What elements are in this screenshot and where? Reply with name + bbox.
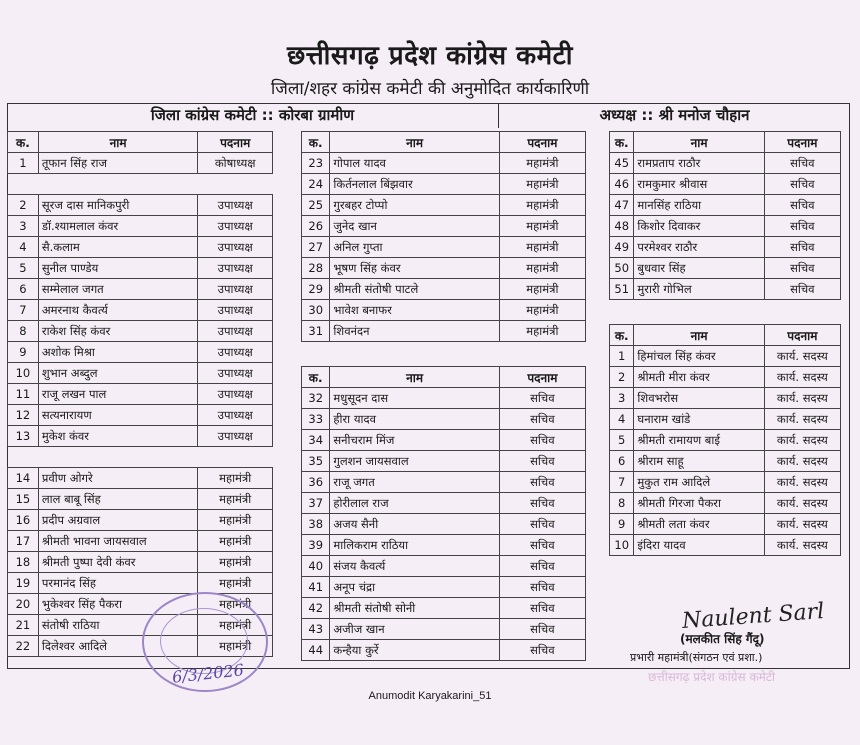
serial-cell: 11 (8, 384, 39, 405)
table-header-row (610, 325, 841, 346)
serial-cell: 15 (8, 489, 39, 510)
table-row (302, 514, 586, 535)
post-cell: उपाध्यक्ष (198, 426, 273, 447)
serial-cell: 51 (610, 279, 634, 300)
serial-cell: 36 (302, 472, 330, 493)
post-cell: सचिव (499, 535, 585, 556)
column-header-post: पदनाम (764, 132, 840, 153)
serial-cell: 7 (8, 300, 39, 321)
table-row (302, 535, 586, 556)
name-cell: राजू जगत (330, 472, 499, 493)
spacer-row (8, 447, 273, 468)
name-cell: किर्तनलाल बिंझवार (330, 174, 499, 195)
name-cell: रामप्रताप राठौर (634, 153, 764, 174)
serial-cell: 32 (302, 388, 330, 409)
table-header-row (8, 132, 273, 153)
table-row (610, 409, 841, 430)
table-row (302, 153, 586, 174)
name-cell: शिवभरोस (634, 388, 764, 409)
name-cell: श्रीमती संतोषी पाटले (330, 279, 499, 300)
serial-cell: 25 (302, 195, 330, 216)
president-header: अध्यक्ष :: श्री मनोज चौहान (599, 106, 750, 124)
serial-cell: 38 (302, 514, 330, 535)
post-cell: सचिव (499, 577, 585, 598)
serial-cell: 8 (8, 321, 39, 342)
name-cell: इंदिरा यादव (634, 535, 764, 556)
name-cell: राजू लखन पाल (38, 384, 198, 405)
serial-cell: 50 (610, 258, 634, 279)
spacer-cell (8, 447, 273, 468)
post-cell: महामंत्री (198, 615, 273, 636)
name-cell: श्रीमती मीरा कंवर (634, 367, 764, 388)
name-cell: घनाराम खांडे (634, 409, 764, 430)
post-cell: सचिव (764, 279, 840, 300)
table-row (8, 573, 273, 594)
post-cell: महामंत्री (198, 573, 273, 594)
post-cell: महामंत्री (198, 552, 273, 573)
name-cell: मुकुत राम आदिले (634, 472, 764, 493)
name-cell: मधुसूदन दास (330, 388, 499, 409)
post-cell: सचिव (499, 388, 585, 409)
faint-seal-text: छत्तीसगढ़ प्रदेश कांग्रेस कमेटी (648, 670, 775, 684)
name-cell: लाल बाबू सिंह (38, 489, 198, 510)
post-cell: सचिव (764, 195, 840, 216)
table-executive-members (609, 324, 841, 556)
name-cell: मुरारी गोभिल (634, 279, 764, 300)
table-row (610, 493, 841, 514)
column-header-name: नाम (330, 132, 499, 153)
table-row (610, 237, 841, 258)
name-cell: श्रीमती गिरजा पैकरा (634, 493, 764, 514)
serial-cell: 27 (302, 237, 330, 258)
serial-cell: 4 (8, 237, 39, 258)
name-cell: अनूप चंद्रा (330, 577, 499, 598)
serial-cell: 6 (610, 451, 634, 472)
post-cell: सचिव (499, 451, 585, 472)
name-cell: प्रदीप अग्रवाल (38, 510, 198, 531)
post-cell: महामंत्री (198, 594, 273, 615)
name-cell: किशोर दिवाकर (634, 216, 764, 237)
serial-cell: 34 (302, 430, 330, 451)
column-header-no: क. (302, 367, 330, 388)
post-cell: कार्य. सदस्य (764, 346, 840, 367)
post-cell: सचिव (764, 258, 840, 279)
serial-cell: 5 (610, 430, 634, 451)
table-header-row (302, 132, 586, 153)
table-row (302, 388, 586, 409)
district-header: जिला कांग्रेस कमेटी :: कोरबा ग्रामीण (7, 103, 499, 128)
name-cell: परमेश्वर राठौर (634, 237, 764, 258)
table-row (8, 426, 273, 447)
name-cell: श्रीमती रामायण बाई (634, 430, 764, 451)
serial-cell: 2 (8, 195, 39, 216)
post-cell: कार्य. सदस्य (764, 451, 840, 472)
serial-cell: 35 (302, 451, 330, 472)
serial-cell: 10 (8, 363, 39, 384)
table-row (610, 514, 841, 535)
serial-cell: 4 (610, 409, 634, 430)
table-row (8, 405, 273, 426)
column-header-name: नाम (330, 367, 499, 388)
column-header-post: पदनाम (198, 132, 273, 153)
name-cell: सनीचराम मिंज (330, 430, 499, 451)
name-cell: श्रीमती भावना जायसवाल (38, 531, 198, 552)
serial-cell: 19 (8, 573, 39, 594)
post-cell: कार्य. सदस्य (764, 409, 840, 430)
serial-cell: 10 (610, 535, 634, 556)
table-row (302, 598, 586, 619)
serial-cell: 20 (8, 594, 39, 615)
serial-cell: 41 (302, 577, 330, 598)
post-cell: उपाध्यक्ष (198, 321, 273, 342)
post-cell: सचिव (764, 153, 840, 174)
post-cell: कार्य. सदस्य (764, 472, 840, 493)
post-cell: उपाध्यक्ष (198, 237, 273, 258)
name-cell: जुनेद खान (330, 216, 499, 237)
serial-cell: 43 (302, 619, 330, 640)
table-row (8, 258, 273, 279)
table-row (8, 531, 273, 552)
column-header-no: क. (302, 132, 330, 153)
post-cell: महामंत्री (499, 195, 585, 216)
post-cell: कार्य. सदस्य (764, 430, 840, 451)
table-row (8, 237, 273, 258)
name-cell: अजीज खान (330, 619, 499, 640)
serial-cell: 22 (8, 636, 39, 657)
post-cell: महामंत्री (499, 258, 585, 279)
post-cell: सचिव (499, 493, 585, 514)
name-cell: रामकुमार श्रीवास (634, 174, 764, 195)
table-row (8, 195, 273, 216)
name-cell: संजय कैवर्त्य (330, 556, 499, 577)
name-cell: अशोक मिश्रा (38, 342, 198, 363)
document-title: छत्तीसगढ़ प्रदेश कांग्रेस कमेटी (286, 41, 573, 71)
serial-cell: 2 (610, 367, 634, 388)
name-cell: सै.कलाम (38, 237, 198, 258)
table-row (8, 321, 273, 342)
post-cell: सचिव (764, 237, 840, 258)
post-cell: उपाध्यक्ष (198, 216, 273, 237)
name-cell: श्रीराम साहू (634, 451, 764, 472)
table-row (8, 363, 273, 384)
name-cell: राकेश सिंह कंवर (38, 321, 198, 342)
name-cell: परमानंद सिंह (38, 573, 198, 594)
serial-cell: 30 (302, 300, 330, 321)
post-cell: सचिव (764, 216, 840, 237)
signatory-name: (मलकीत सिंह गैंदू) (680, 632, 765, 646)
table-row (610, 153, 841, 174)
serial-cell: 23 (302, 153, 330, 174)
serial-cell: 26 (302, 216, 330, 237)
name-cell: सूरज दास मानिकपुरी (38, 195, 198, 216)
table-row (302, 430, 586, 451)
post-cell: कार्य. सदस्य (764, 514, 840, 535)
name-cell: प्रवीण ओगरे (38, 468, 198, 489)
post-cell: सचिव (499, 472, 585, 493)
table-row (610, 279, 841, 300)
name-cell: शुभान अब्दुल (38, 363, 198, 384)
serial-cell: 37 (302, 493, 330, 514)
post-cell: उपाध्यक्ष (198, 342, 273, 363)
serial-cell: 14 (8, 468, 39, 489)
serial-cell: 1 (610, 346, 634, 367)
serial-cell: 31 (302, 321, 330, 342)
table-row (8, 153, 273, 174)
post-cell: उपाध्यक्ष (198, 363, 273, 384)
table-row (302, 556, 586, 577)
post-cell: सचिव (499, 556, 585, 577)
post-cell: महामंत्री (198, 489, 273, 510)
post-cell: सचिव (499, 619, 585, 640)
name-cell: मानसिंह राठिया (634, 195, 764, 216)
name-cell: शिवनंदन (330, 321, 499, 342)
post-cell: महामंत्री (198, 468, 273, 489)
table-row (302, 472, 586, 493)
post-cell: कार्य. सदस्य (764, 535, 840, 556)
post-cell: महामंत्री (198, 636, 273, 657)
name-cell: मालिकराम राठिया (330, 535, 499, 556)
serial-cell: 18 (8, 552, 39, 573)
serial-cell: 28 (302, 258, 330, 279)
table-general-secretaries (301, 131, 586, 342)
name-cell: मुकेश कंवर (38, 426, 198, 447)
table-row (8, 552, 273, 573)
name-cell: अमरनाथ कैवर्त्य (38, 300, 198, 321)
spacer-row (8, 174, 273, 195)
column-header-name: नाम (38, 132, 198, 153)
name-cell: गोपाल यादव (330, 153, 499, 174)
post-cell: सचिव (499, 514, 585, 535)
column-header-name: नाम (634, 132, 764, 153)
post-cell: उपाध्यक्ष (198, 300, 273, 321)
table-row (8, 468, 273, 489)
serial-cell: 8 (610, 493, 634, 514)
post-cell: उपाध्यक्ष (198, 195, 273, 216)
post-cell: महामंत्री (499, 279, 585, 300)
table-row (8, 384, 273, 405)
column-header-post: पदनाम (764, 325, 840, 346)
table-row (8, 489, 273, 510)
name-cell: भूषण सिंह कंवर (330, 258, 499, 279)
table-row (8, 216, 273, 237)
table-row (610, 430, 841, 451)
serial-cell: 6 (8, 279, 39, 300)
serial-cell: 47 (610, 195, 634, 216)
serial-cell: 46 (610, 174, 634, 195)
table-row (302, 640, 586, 661)
column-header-post: पदनाम (499, 132, 585, 153)
table-row (610, 367, 841, 388)
name-cell: डॉ.श्यामलाल कंवर (38, 216, 198, 237)
name-cell: श्रीमती पुष्पा देवी कंवर (38, 552, 198, 573)
table-office-bearers-1 (7, 131, 273, 657)
table-header-row (610, 132, 841, 153)
serial-cell: 44 (302, 640, 330, 661)
post-cell: महामंत्री (198, 531, 273, 552)
column-header-no: क. (610, 132, 634, 153)
serial-cell: 45 (610, 153, 634, 174)
name-cell: सुनील पाण्डेय (38, 258, 198, 279)
column-header-no: क. (610, 325, 634, 346)
post-cell: सचिव (499, 598, 585, 619)
serial-cell: 5 (8, 258, 39, 279)
table-row (302, 258, 586, 279)
name-cell: श्रीमती संतोषी सोनी (330, 598, 499, 619)
name-cell: कन्हैया कुर्रे (330, 640, 499, 661)
post-cell: महामंत्री (499, 216, 585, 237)
post-cell: सचिव (499, 430, 585, 451)
name-cell: सत्यनारायण (38, 405, 198, 426)
name-cell: भावेश बनाफर (330, 300, 499, 321)
name-cell: अनिल गुप्ता (330, 237, 499, 258)
table-row (8, 342, 273, 363)
post-cell: महामंत्री (198, 510, 273, 531)
name-cell: संतोषी राठिया (38, 615, 198, 636)
table-row (302, 619, 586, 640)
table-row (302, 300, 586, 321)
name-cell: होरीलाल राज (330, 493, 499, 514)
name-cell: अजय सैनी (330, 514, 499, 535)
table-row (302, 237, 586, 258)
table-row (302, 195, 586, 216)
serial-cell: 1 (8, 153, 39, 174)
serial-cell: 9 (8, 342, 39, 363)
table-row (302, 321, 586, 342)
table-row (610, 216, 841, 237)
post-cell: महामंत्री (499, 174, 585, 195)
serial-cell: 13 (8, 426, 39, 447)
name-cell: दिलेश्वर आदिले (38, 636, 198, 657)
table-row (302, 174, 586, 195)
signatory-designation: प्रभारी महामंत्री(संगठन एवं प्रशा.) (630, 651, 763, 664)
name-cell: बुधवार सिंह (634, 258, 764, 279)
table-row (8, 279, 273, 300)
post-cell: उपाध्यक्ष (198, 279, 273, 300)
name-cell: हिमांचल सिंह कंवर (634, 346, 764, 367)
table-row (610, 174, 841, 195)
serial-cell: 3 (8, 216, 39, 237)
signature: Naulent Sarl (681, 599, 826, 634)
serial-cell: 42 (302, 598, 330, 619)
document-subtitle: जिला/शहर कांग्रेस कमेटी की अनुमोदित कार्यकारिणी (270, 79, 590, 99)
post-cell: सचिव (764, 174, 840, 195)
post-cell: उपाध्यक्ष (198, 258, 273, 279)
table-secretaries-1 (301, 366, 586, 661)
serial-cell: 21 (8, 615, 39, 636)
table-row (610, 195, 841, 216)
table-row (610, 388, 841, 409)
serial-cell: 33 (302, 409, 330, 430)
name-cell: भुकेश्वर सिंह पैकरा (38, 594, 198, 615)
serial-cell: 16 (8, 510, 39, 531)
name-cell: हीरा यादव (330, 409, 499, 430)
post-cell: सचिव (499, 409, 585, 430)
table-row (302, 279, 586, 300)
table-row (302, 451, 586, 472)
post-cell: कोषाध्यक्ष (198, 153, 273, 174)
spacer-cell (8, 174, 273, 195)
post-cell: कार्य. सदस्य (764, 493, 840, 514)
serial-cell: 48 (610, 216, 634, 237)
name-cell: श्रीमती लता कंवर (634, 514, 764, 535)
name-cell: गुरबहर टोप्पो (330, 195, 499, 216)
post-cell: महामंत्री (499, 153, 585, 174)
serial-cell: 24 (302, 174, 330, 195)
name-cell: सम्मेलाल जगत (38, 279, 198, 300)
serial-cell: 3 (610, 388, 634, 409)
post-cell: कार्य. सदस्य (764, 367, 840, 388)
table-secretaries-2 (609, 131, 841, 300)
column-header-post: पदनाम (499, 367, 585, 388)
table-header-row (302, 367, 586, 388)
table-row (610, 472, 841, 493)
table-row (302, 493, 586, 514)
name-cell: गुलशन जायसवाल (330, 451, 499, 472)
serial-cell: 9 (610, 514, 634, 535)
table-row (302, 409, 586, 430)
table-row (610, 258, 841, 279)
serial-cell: 40 (302, 556, 330, 577)
post-cell: कार्य. सदस्य (764, 388, 840, 409)
footer-label: Anumodit Karyakarini_51 (368, 690, 492, 702)
table-row (610, 346, 841, 367)
serial-cell: 39 (302, 535, 330, 556)
post-cell: महामंत्री (499, 237, 585, 258)
column-header-name: नाम (634, 325, 764, 346)
serial-cell: 29 (302, 279, 330, 300)
table-row (610, 535, 841, 556)
table-row (8, 300, 273, 321)
post-cell: सचिव (499, 640, 585, 661)
post-cell: उपाध्यक्ष (198, 405, 273, 426)
serial-cell: 12 (8, 405, 39, 426)
post-cell: महामंत्री (499, 321, 585, 342)
serial-cell: 7 (610, 472, 634, 493)
post-cell: महामंत्री (499, 300, 585, 321)
stamp-date: 6/3/2026 (171, 660, 245, 687)
table-row (302, 577, 586, 598)
table-row (8, 510, 273, 531)
table-row (610, 451, 841, 472)
serial-cell: 49 (610, 237, 634, 258)
column-header-no: क. (8, 132, 39, 153)
table-row (302, 216, 586, 237)
serial-cell: 17 (8, 531, 39, 552)
name-cell: तूफान सिंह राज (38, 153, 198, 174)
post-cell: उपाध्यक्ष (198, 384, 273, 405)
